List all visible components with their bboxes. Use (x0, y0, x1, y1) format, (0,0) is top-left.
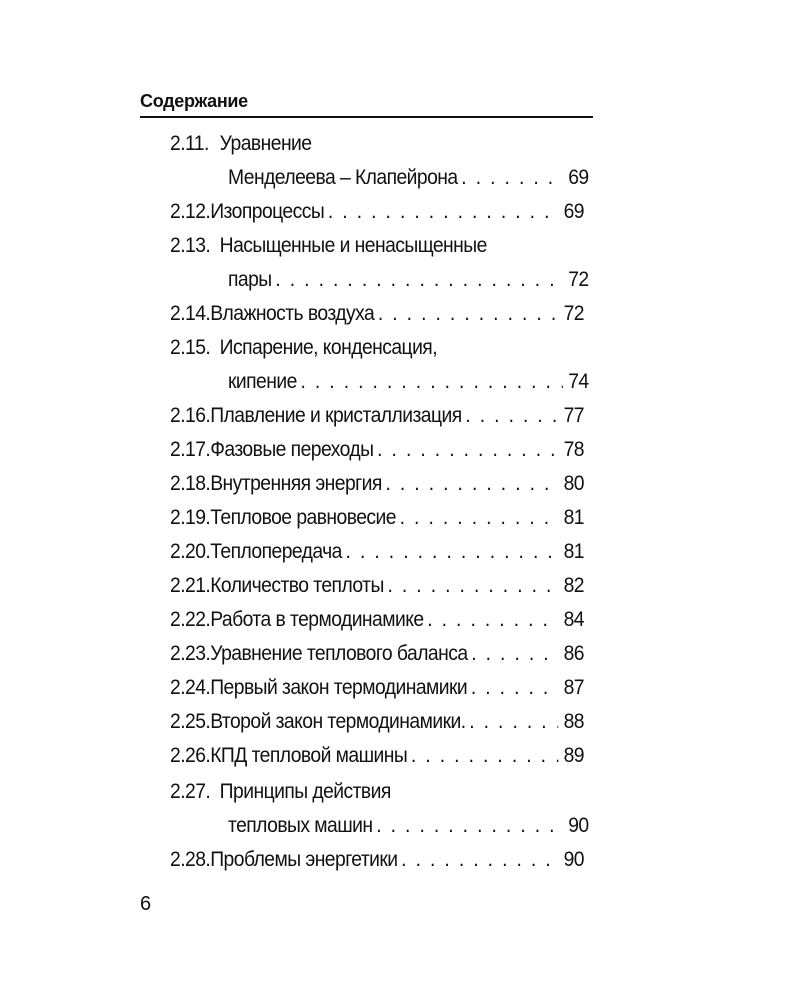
header-title: Содержание (140, 91, 248, 111)
toc-entry-title-continued: пары (228, 268, 272, 291)
toc-entry-2-11-line2 (228, 166, 589, 190)
dot-leader (427, 608, 558, 632)
toc-entry-title: Работа в термодинамике (210, 608, 424, 631)
toc-entry-2-12 (170, 200, 584, 224)
toc-entry-2-22 (170, 608, 584, 632)
toc-entry-2-21 (170, 574, 584, 598)
toc-entry-2-26 (170, 744, 584, 768)
toc-entry-title: Уравнение теплового баланса (210, 642, 468, 665)
toc-entry-number: 2.27. (170, 780, 211, 803)
toc-entry-number: 2.22. (170, 608, 211, 631)
dot-leader (469, 710, 558, 734)
dot-leader (461, 166, 563, 190)
toc-entry-number: 2.18. (170, 472, 211, 495)
dot-leader (387, 574, 558, 598)
dot-leader (471, 676, 558, 700)
toc-entry-2-23 (170, 642, 584, 666)
toc-entry-number: 2.25. (170, 710, 211, 733)
toc-entry-page: 72 (563, 302, 584, 325)
toc-entry-2-24 (170, 676, 584, 700)
toc-entry-number: 2.19. (170, 506, 211, 529)
toc-entry-page: 87 (563, 676, 584, 699)
toc-entry-title: Первый закон термодинамики (210, 676, 468, 699)
toc-entry-page: 77 (563, 404, 584, 427)
toc-entry-2-11-line1 (170, 132, 593, 156)
toc-entry-title: Тепловое равновесие (210, 506, 396, 529)
toc-entry-page: 69 (563, 200, 584, 223)
toc-entry-title: Второй закон термодинамики. (210, 710, 466, 733)
toc-entry-title: Теплопередача (210, 540, 342, 563)
toc-entry-number: 2.11. (170, 132, 209, 155)
dot-leader (411, 744, 558, 768)
toc-entry-title: Изопроцессы (210, 200, 325, 223)
toc-entry-2-27-line1 (170, 780, 593, 804)
toc-entry-2-19 (170, 506, 584, 530)
toc-entry-title: Насыщенные и ненасыщенные (219, 234, 487, 257)
page-number: 6 (140, 893, 152, 915)
dot-leader (376, 814, 563, 838)
dot-leader (465, 404, 558, 428)
toc-entry-page: 84 (563, 608, 584, 631)
toc-entry-2-15-line2 (228, 370, 589, 394)
dot-leader (471, 642, 558, 666)
toc-entry-title: Уравнение (219, 132, 312, 155)
toc-entry-2-15-line1 (170, 336, 593, 360)
toc-entry-title: Испарение, конденсация, (219, 336, 438, 359)
toc-entry-title: Принципы действия (219, 780, 391, 803)
toc-entry-2-17 (170, 438, 584, 462)
dot-leader (300, 370, 562, 394)
toc-entry-title-continued: кипение (228, 370, 297, 393)
toc-entry-title: Фазовые переходы (210, 438, 374, 461)
toc-entry-2-13-line2 (228, 268, 589, 292)
toc-entry-page: 69 (568, 166, 589, 189)
toc-entry-page: 82 (563, 574, 584, 597)
toc-entry-page: 90 (563, 848, 584, 871)
toc-entry-title: Проблемы энергетики (210, 848, 398, 871)
dot-leader (400, 506, 559, 530)
toc-entry-page: 81 (563, 506, 584, 529)
toc-entry-number: 2.24. (170, 676, 211, 699)
toc-entry-page: 86 (563, 642, 584, 665)
toc-entry-title-continued: Менделеева – Клапейрона (228, 166, 458, 189)
toc-entry-number: 2.20. (170, 540, 211, 563)
toc-entry-2-28 (170, 848, 584, 872)
toc-entry-2-14 (170, 302, 584, 326)
toc-entry-page: 74 (568, 370, 589, 393)
dot-leader (346, 540, 559, 564)
toc-entry-2-16 (170, 404, 584, 428)
dot-leader (401, 848, 558, 872)
toc-entry-page: 90 (568, 814, 589, 837)
toc-entry-page: 80 (563, 472, 584, 495)
toc-entry-number: 2.26. (170, 744, 211, 767)
toc-entry-number: 2.17. (170, 438, 211, 461)
toc-entry-page: 88 (563, 710, 584, 733)
toc-entry-number: 2.14. (170, 302, 211, 325)
dot-leader (378, 302, 558, 326)
dot-leader (275, 268, 563, 292)
dot-leader (377, 438, 558, 462)
toc-entry-2-13-line1 (170, 234, 593, 258)
toc-entry-number: 2.12. (170, 200, 211, 223)
toc-entry-2-25 (170, 710, 584, 734)
toc-entry-page: 81 (563, 540, 584, 563)
toc-entry-number: 2.28. (170, 848, 211, 871)
toc-entry-2-18 (170, 472, 584, 496)
toc-entry-number: 2.15. (170, 336, 211, 359)
toc-entry-number: 2.21. (170, 574, 211, 597)
dot-leader (328, 200, 558, 224)
toc-entry-2-27-line2 (228, 814, 589, 838)
toc-entry-2-20 (170, 540, 584, 564)
toc-entry-page: 78 (563, 438, 584, 461)
toc-entry-title-continued: тепловых машин (228, 814, 373, 837)
toc-entry-title: Количество теплоты (210, 574, 384, 597)
toc-entry-page: 72 (568, 268, 589, 291)
toc-entry-number: 2.13. (170, 234, 211, 257)
toc-entry-title: Внутренняя энергия (210, 472, 382, 495)
toc-entry-title: Плавление и кристаллизация (210, 404, 462, 427)
toc-entry-number: 2.16. (170, 404, 211, 427)
toc-entry-title: Влажность воздуха (210, 302, 375, 325)
toc-entry-number: 2.23. (170, 642, 211, 665)
toc-entry-title: КПД тепловой машины (210, 744, 408, 767)
dot-leader (385, 472, 558, 496)
toc-entry-page: 89 (563, 744, 584, 767)
